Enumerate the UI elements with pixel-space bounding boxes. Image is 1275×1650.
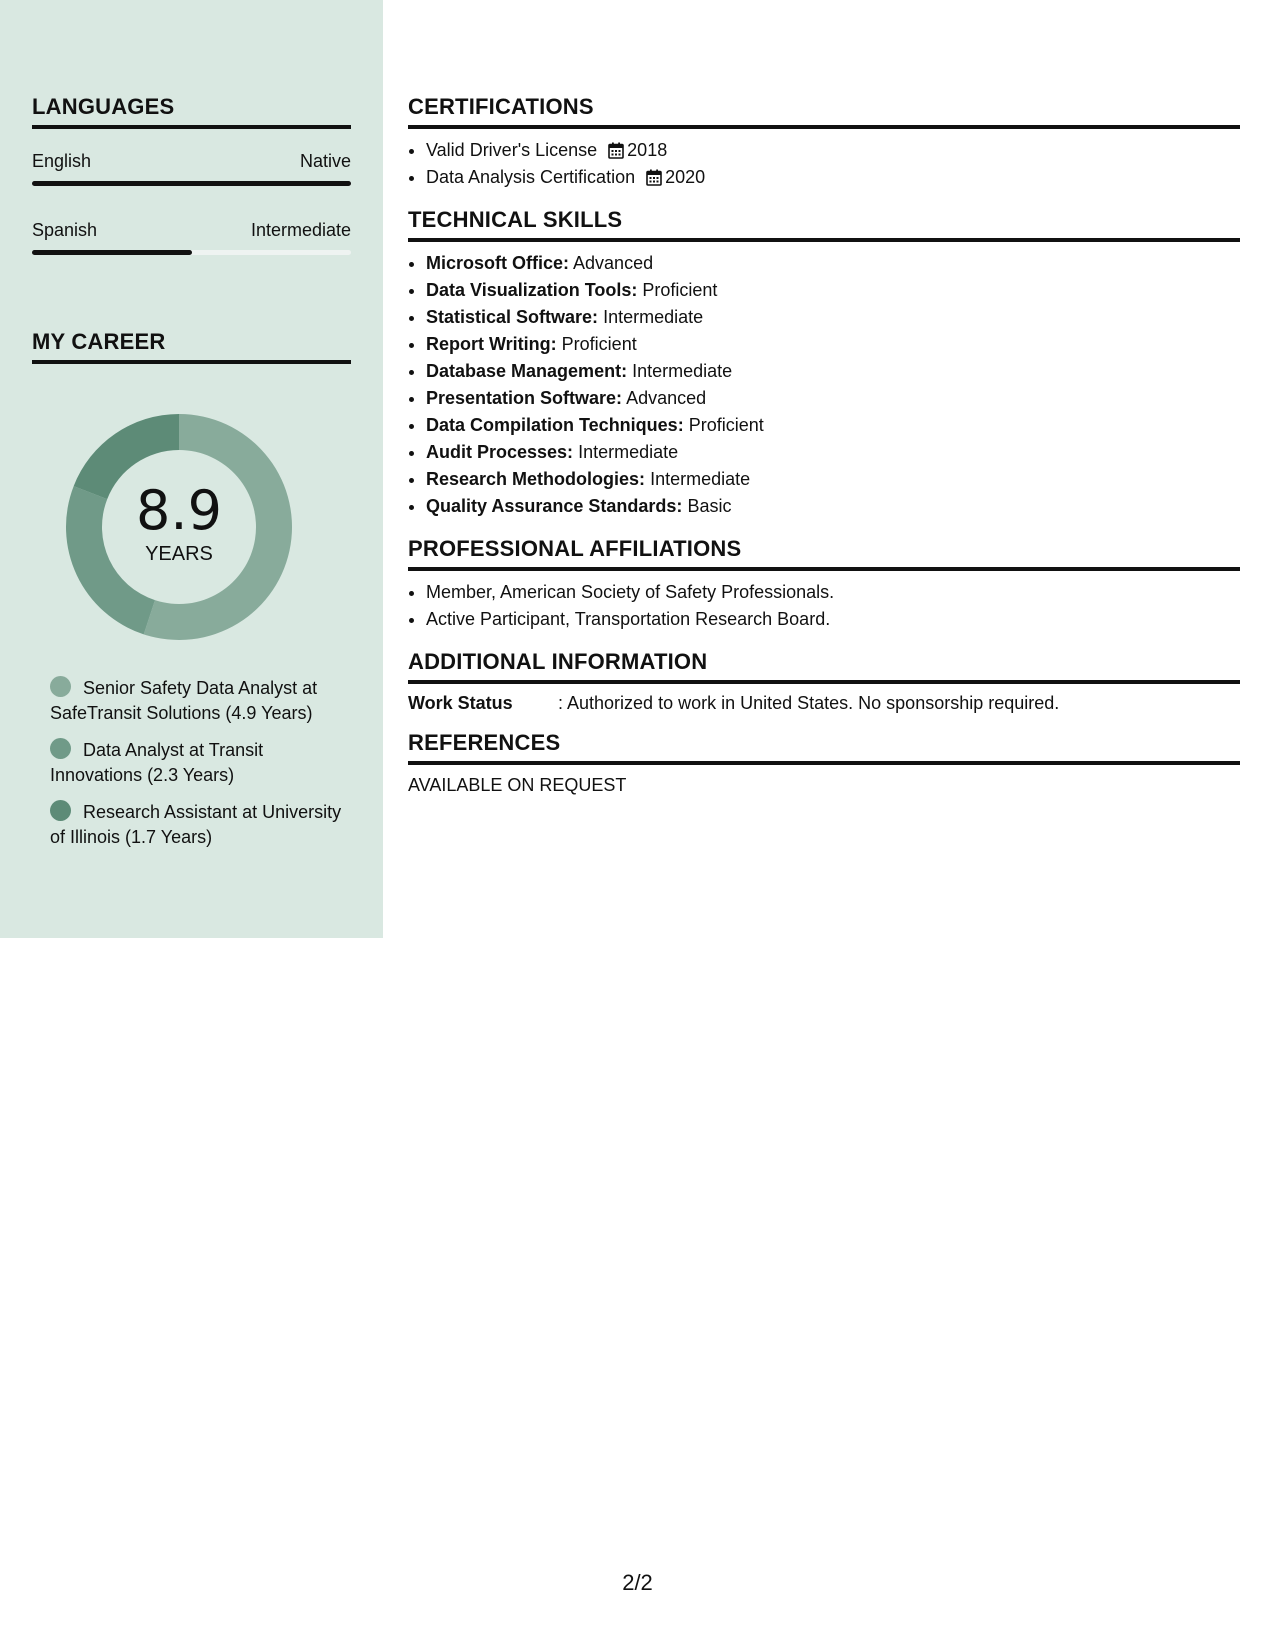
work-status-value: : Authorized to work in United States. No sponsorship required.: [558, 693, 1060, 713]
career-legend: [50, 676, 350, 862]
skill-item: [426, 358, 1240, 385]
skill-level: Proficient: [688, 415, 764, 435]
affiliations-list: [408, 579, 1240, 633]
skill-item: [426, 385, 1240, 412]
language-level: Intermediate: [250, 220, 351, 240]
affiliations-heading: PROFESSIONAL AFFILIATIONS: [408, 536, 1240, 571]
skill-level: Proficient: [642, 280, 718, 300]
skill-level: Advanced: [626, 388, 707, 408]
additional-info-section: [408, 649, 1240, 714]
certification-year: 2020: [665, 167, 706, 187]
skill-item: [426, 304, 1240, 331]
skill-name: Quality Assurance Standards:: [426, 496, 683, 516]
language-bar: [32, 250, 351, 255]
skill-level: Intermediate: [650, 469, 751, 489]
career-legend-item: [50, 738, 350, 788]
skill-name: Data Visualization Tools:: [426, 280, 638, 300]
skill-name: Microsoft Office:: [426, 253, 570, 273]
skill-name: Presentation Software:: [426, 388, 623, 408]
calendar-icon: [646, 169, 662, 186]
skill-name: Statistical Software:: [426, 307, 599, 327]
legend-dot-icon: [50, 738, 71, 759]
sidebar: [0, 0, 383, 938]
work-status-label: Work Status: [408, 693, 513, 713]
certification-name: Valid Driver's License: [426, 140, 598, 160]
skill-name: Data Compilation Techniques:: [426, 415, 684, 435]
career-total-unit: YEARS: [145, 542, 213, 565]
work-status-row: [408, 693, 1240, 714]
certifications-section: [408, 94, 1240, 191]
language-spanish: [32, 220, 351, 255]
technical-skills-section: [408, 207, 1240, 520]
certification-year: 2018: [627, 140, 668, 160]
affiliation-item: • Member, American Society of Safety Professionals.: [426, 579, 1240, 606]
sidebar-content: [32, 94, 351, 364]
skill-item: [426, 439, 1240, 466]
skill-name: Report Writing:: [426, 334, 557, 354]
career-legend-label: Senior Safety Data Analyst at SafeTransit Solutions (4.9 Years): [50, 678, 318, 723]
additional-info-heading: ADDITIONAL INFORMATION: [408, 649, 1240, 684]
skill-level: Proficient: [561, 334, 637, 354]
technical-skills-heading: TECHNICAL SKILLS: [408, 207, 1240, 242]
calendar-icon: [608, 142, 624, 159]
language-bar-fill: [32, 250, 192, 255]
skill-level: Intermediate: [603, 307, 704, 327]
skill-item: [426, 277, 1240, 304]
career-donut-chart: [66, 414, 292, 640]
career-legend-label: Data Analyst at Transit Innovations (2.3 Years): [50, 740, 264, 785]
language-english: [32, 151, 351, 186]
skill-name: Database Management:: [426, 361, 628, 381]
languages-heading: LANGUAGES: [32, 94, 351, 129]
legend-dot-icon: [50, 800, 71, 821]
main-content: [408, 94, 1240, 812]
skill-item: [426, 466, 1240, 493]
references-text: AVAILABLE ON REQUEST: [408, 775, 627, 795]
career-legend-item: [50, 800, 350, 850]
career-legend-item: [50, 676, 350, 726]
certification-name: Data Analysis Certification: [426, 167, 636, 187]
certifications-list: [408, 137, 1240, 191]
career-donut-center: [66, 414, 292, 640]
skill-level: Intermediate: [632, 361, 733, 381]
certifications-heading: CERTIFICATIONS: [408, 94, 1240, 129]
language-bar-fill: [32, 181, 351, 186]
language-level: Native: [299, 151, 351, 171]
certification-item: [426, 137, 1240, 164]
skill-item: [426, 412, 1240, 439]
affiliation-item: • Active Participant, Transportation Research Board.: [426, 606, 1240, 633]
skill-level: Intermediate: [578, 442, 679, 462]
skill-level: Basic: [687, 496, 732, 516]
certification-item: [426, 164, 1240, 191]
language-bar: [32, 181, 351, 186]
page-number: 2/2: [622, 1570, 653, 1595]
affiliations-section: [408, 536, 1240, 633]
skill-level: Advanced: [573, 253, 654, 273]
skill-name: Audit Processes:: [426, 442, 574, 462]
career-heading: MY CAREER: [32, 329, 351, 364]
skill-item: [426, 493, 1240, 520]
language-name: English: [32, 151, 92, 171]
skill-item: [426, 250, 1240, 277]
career-legend-label: Research Assistant at University of Illinois (1.7 Years): [50, 802, 342, 847]
skill-name: Research Methodologies:: [426, 469, 646, 489]
references-section: [408, 730, 1240, 796]
references-heading: REFERENCES: [408, 730, 1240, 765]
legend-dot-icon: [50, 676, 71, 697]
language-name: Spanish: [32, 220, 98, 240]
skills-list: [408, 250, 1240, 520]
skill-item: [426, 331, 1240, 358]
career-total-value: 8.9: [136, 478, 222, 542]
